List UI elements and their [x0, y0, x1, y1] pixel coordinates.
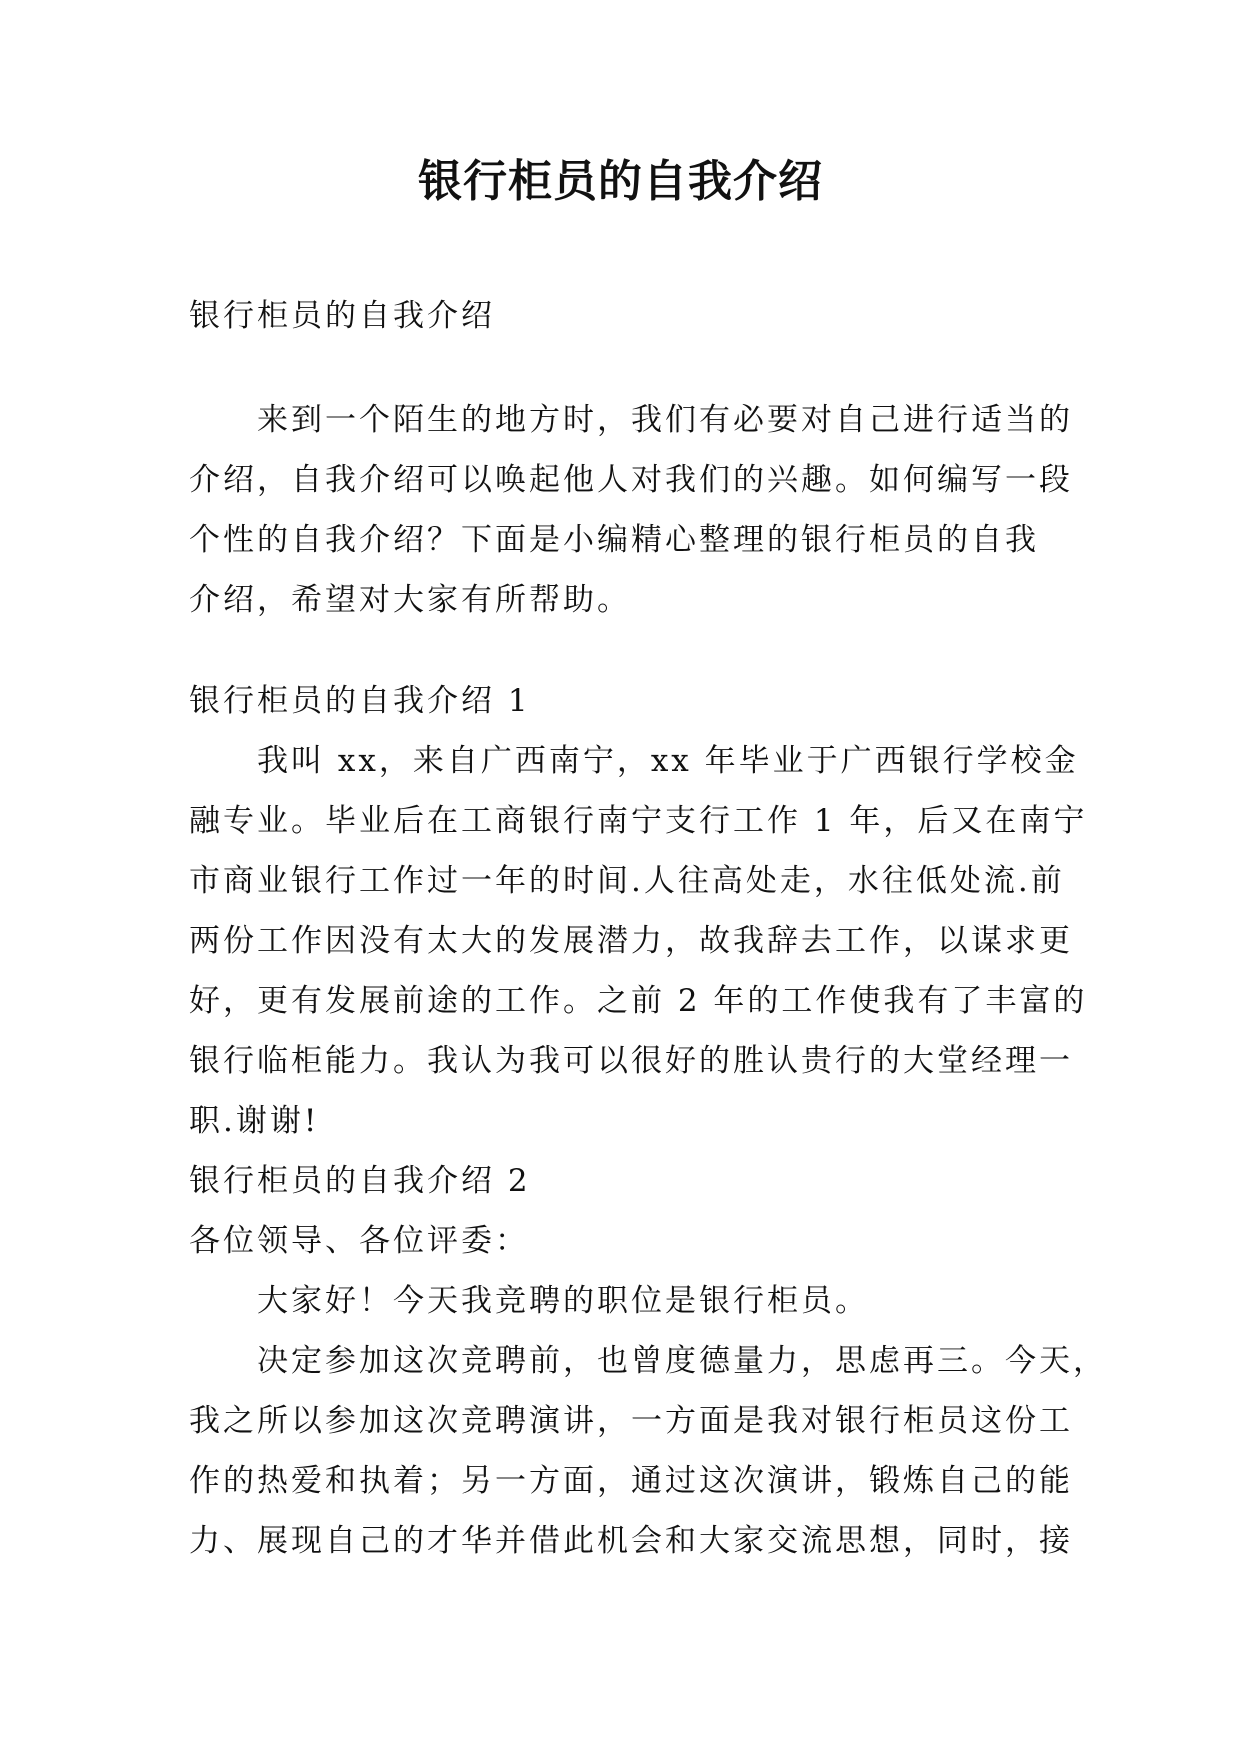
section1-paragraph [189, 731, 1088, 1151]
salutation: 各位领导、各位评委： [189, 1223, 529, 1259]
section1-line: 融专业。毕业后在工商银行南宁支行工作 1 年，后又在南宁 [189, 803, 1088, 839]
document-body [189, 286, 1107, 1571]
section-heading: 银行柜员的自我介绍 1 [189, 683, 531, 719]
section-heading: 银行柜员的自我介绍 2 [189, 1163, 531, 1199]
paragraph-spacer [189, 346, 1064, 390]
intro-paragraph [189, 390, 1073, 630]
section1-line: 职.谢谢! [189, 1103, 320, 1139]
section2-line: 我之所以参加这次竞聘演讲，一方面是我对银行柜员这份工 [189, 1403, 1073, 1439]
greeting: 大家好！今天我竞聘的职位是银行柜员。 [257, 1283, 869, 1319]
section2-line: 决定参加这次竞聘前，也曾度德量力，思虑再三。今天， [257, 1343, 1107, 1379]
intro-line: 个性的自我介绍？下面是小编精心整理的银行柜员的自我 [189, 522, 1039, 558]
intro-line: 介绍，自我介绍可以唤起他人对我们的兴趣。如何编写一段 [189, 462, 1073, 498]
document-title: 银行柜员的自我介绍 [418, 156, 823, 207]
paragraph-spacer [189, 630, 1064, 671]
section1-line: 市商业银行工作过一年的时间.人往高处走，水往低处流.前 [189, 863, 1065, 899]
section1-line: 好，更有发展前途的工作。之前 2 年的工作使我有了丰富的 [189, 983, 1088, 1019]
section2-paragraph [189, 1331, 1107, 1571]
section2-line: 力、展现自己的才华并借此机会和大家交流思想，同时，接 [189, 1523, 1073, 1559]
section1-line: 两份工作因没有太大的发展潜力，故我辞去工作，以谋求更 [189, 923, 1073, 959]
intro-line: 介绍，希望对大家有所帮助。 [189, 582, 631, 618]
document-subtitle: 银行柜员的自我介绍 [189, 298, 495, 334]
intro-line: 来到一个陌生的地方时，我们有必要对自己进行适当的 [257, 402, 1073, 438]
section1-line: 我叫 xx，来自广西南宁，xx 年毕业于广西银行学校金 [257, 743, 1079, 779]
section2-line: 作的热爱和执着；另一方面，通过这次演讲，锻炼自己的能 [189, 1463, 1073, 1499]
section1-line: 银行临柜能力。我认为我可以很好的胜认贵行的大堂经理一 [189, 1043, 1073, 1079]
